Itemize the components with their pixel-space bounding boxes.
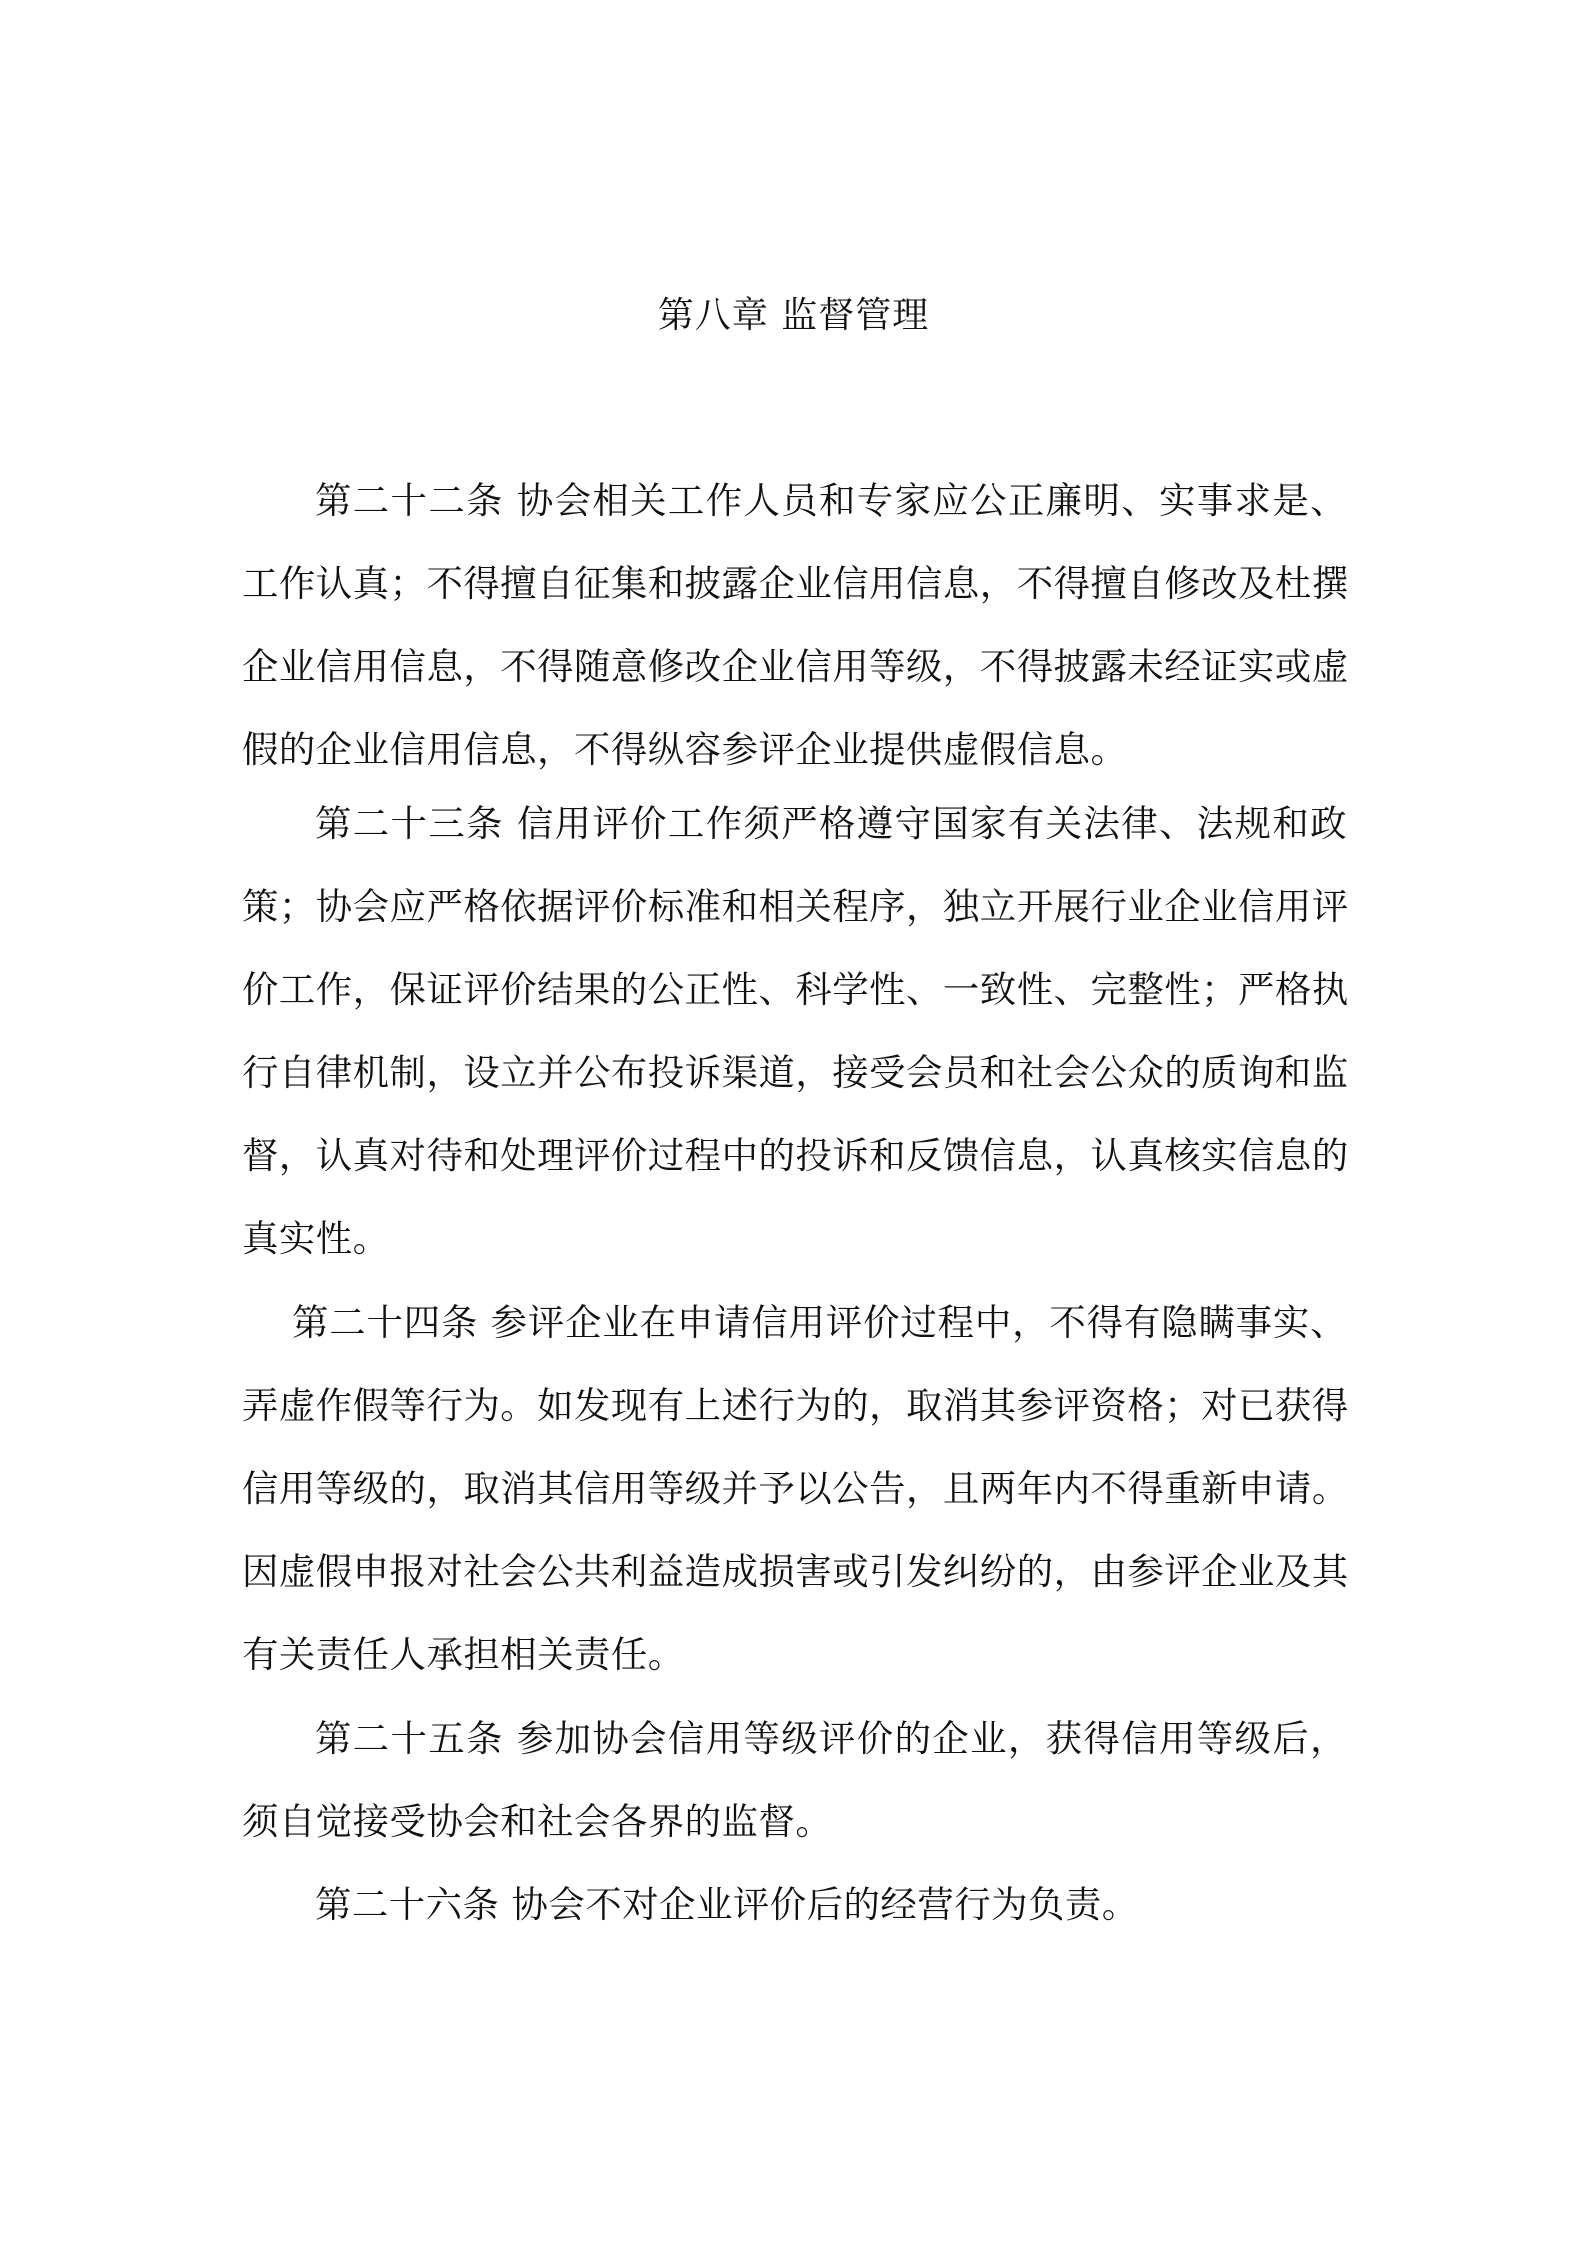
article-22 [242, 459, 1347, 791]
article-24-line-4: 因虚假申报对社会公共利益造成损害或引发纠纷的，由参评企业及其 [242, 1550, 1349, 1593]
article-24-line-1: 第二十四条 参评企业在申请信用评价过程中，不得有隐瞒事实、 [292, 1301, 1347, 1344]
article-24-line-5: 有关责任人承担相关责任。 [242, 1633, 685, 1676]
article-23-line-1: 第二十三条 信用评价工作须严格遵守国家有关法律、法规和政 [315, 802, 1347, 845]
article-22-line-3: 企业信用信息，不得随意修改企业信用等级，不得披露未经证实或虚 [242, 645, 1349, 688]
chapter-title: 第八章 监督管理 [657, 295, 930, 336]
article-23-line-2: 策；协会应严格依据评价标准和相关程序，独立开展行业企业信用评 [242, 885, 1349, 928]
article-24 [242, 1281, 1347, 1696]
article-25 [242, 1697, 1347, 1863]
article-22-line-1: 第二十二条 协会相关工作人员和专家应公正廉明、实事求是、 [315, 479, 1347, 522]
article-24-line-2: 弄虚作假等行为。如发现有上述行为的，取消其参评资格；对已获得 [242, 1384, 1349, 1427]
article-23 [242, 782, 1347, 1280]
article-26 [242, 1863, 1347, 1946]
article-23-line-3: 价工作，保证评价结果的公正性、科学性、一致性、完整性；严格执 [242, 968, 1349, 1011]
article-24-line-3: 信用等级的，取消其信用等级并予以公告，且两年内不得重新申请。 [242, 1467, 1349, 1510]
article-26-line-1: 第二十六条 协会不对企业评价后的经营行为负责。 [315, 1883, 1139, 1926]
article-22-line-2: 工作认真；不得擅自征集和披露企业信用信息，不得擅自修改及杜撰 [242, 562, 1349, 605]
article-23-line-5: 督，认真对待和处理评价过程中的投诉和反馈信息，认真核实信息的 [242, 1134, 1349, 1177]
article-25-line-2: 须自觉接受协会和社会各界的监督。 [242, 1800, 833, 1843]
article-23-line-4: 行自律机制，设立并公布投诉渠道，接受会员和社会公众的质询和监 [242, 1051, 1349, 1094]
article-22-line-4: 假的企业信用信息，不得纵容参评企业提供虚假信息。 [242, 728, 1128, 771]
article-25-line-1: 第二十五条 参加协会信用等级评价的企业，获得信用等级后， [315, 1717, 1347, 1760]
article-23-line-6: 真实性。 [242, 1217, 390, 1260]
